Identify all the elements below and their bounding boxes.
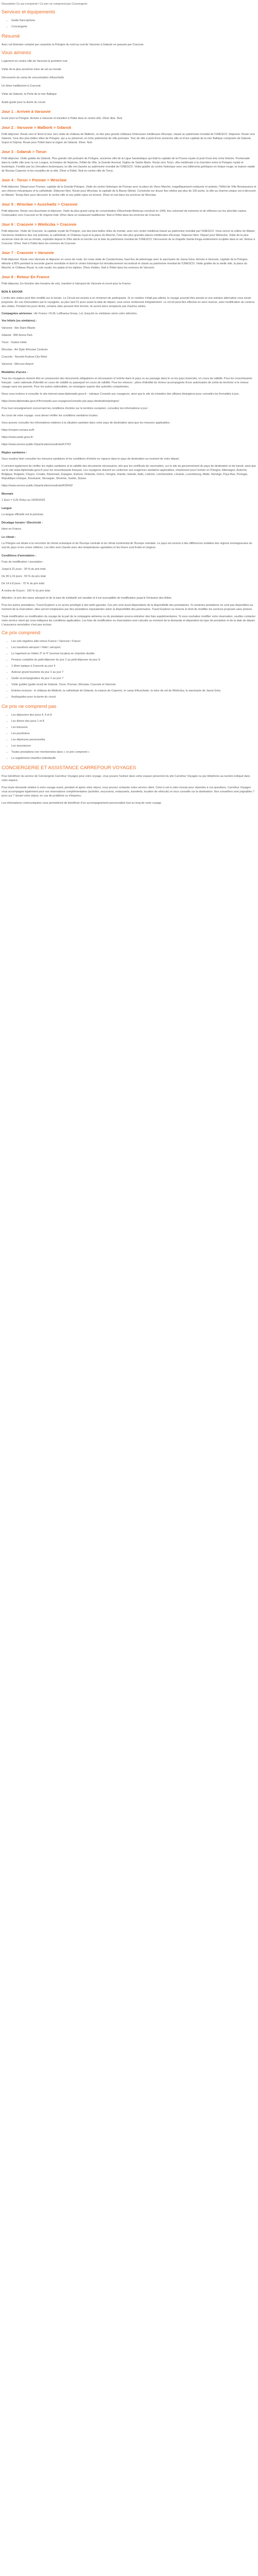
page-content xyxy=(0,0,258,805)
conditions-title: Conditions d'annulation : xyxy=(2,554,37,557)
day-7-text: Petit-déjeuner. Route vers Varsovie et déjeuner en cours de route. En route visite de Czestochowa, haut lieu de pèlerinage avec le sanctuaire de Jasna Góra. Arrivée à Varsovie, capitale de la Pologne, détruite à 85% pendant la seconde guerre mondiale et dont le centre historique fut minutieusement reconstruit et classé au patrimoine mondial de l'UNESCO. Visite guidée de la vieille ville, la place du Marché, le Château Royal, la voie royale, les palais et les églises. Dîner d'adieu. Nuit à l'hôtel dans les environs de Varsovie. xyxy=(2,258,249,269)
modalites-link[interactable]: https://reopen.europa.eu/fr xyxy=(2,429,35,432)
resume-title: Résumé xyxy=(2,33,20,39)
climat-title: Le climat : xyxy=(2,536,16,539)
airlines-label: Compagnies aériennes : xyxy=(2,312,34,315)
day-7-title: Jour 7 : Cracovie > Varsovie xyxy=(2,250,54,255)
regles-title: Règles sanitaires : xyxy=(2,451,27,454)
day-5-text: Petit-déjeuner. Route vers Auschwitz et déjeuner. Visite du plus grand camp de concentration d'Auschwitz-Birkenau construit en 1940, lieu universel de mémoire et de réflexion sur les atrocités nazies. Continuation vers Cracovie en fin d'après-midi. Dîner dans un restaurant traditionnel. Nuit à l'hôtel dans les environs de Cracovie. xyxy=(2,210,247,217)
comprend-title: Ce prix comprend xyxy=(2,630,40,636)
day-4-text: Petit-déjeuner. Départ pour Poznan, capitale de la Grande-Pologne. Visite du centre historique de Poznan avec la place du Vieux Marché, magnifiquement restaurée et animée, l'Hôtel de Ville Renaissance et ses chèvres mécaniques et la cathédrale. Déjeuner libre. Route pour Wroclaw, la capitale de la Basse-Silésie. Construite sur douze îles reliées par plus de 100 ponts, la ville au charme unique est à découvrir en flânant. Temps libre pour découvrir le centre-ville et ses petits nains en bronze. Dîner et nuit dans les environs de Wroclaw. xyxy=(2,185,256,197)
list-item: • Entrées incluses : le château de Malbork, la cathédrale de Gdansk, la maison de Copernic, le camp d'Auschwitz, la mine de sel de Wieliczka, le sanctuaire de Jasna Góra xyxy=(11,689,256,693)
day-8-title: Jour 8 : Retour En France xyxy=(2,275,50,279)
hotel-item: Gdansk : BW Arena Park xyxy=(2,334,33,337)
modalites-link[interactable]: https://www.diplomatie.gouv.fr/fr/conseils-aux-voyageurs/conseils-par-pays-destination/pologne/ xyxy=(2,400,119,403)
list-item: • Visite guidée (guide local) de Gdansk, Torun, Poznan, Wroclaw, Cracovie et Varsovie xyxy=(11,683,256,687)
day-6-text: Petit-déjeuner. Visite de Cracovie, la capitale royale de Pologne, une des plus belles villes du monde, avec son centre médiéval classé au patrimoine mondial par l'UNESCO. Vous verrez la colline du Wawel, l'ancienne résidence des rois polonais, la cathédrale, le Château royal et la place du Marché, l'une des plus grandes places médiévales d'Europe. Déjeuner libre. Départ pour Wieliczka. Visite de la plus ancienne mine de sel au monde, exploitée depuis le XIIIe siècle et inscrite sur la liste du patrimoine mondial de l'UNESCO. Découverte de la chapelle Sainte-Kinga entièrement sculptée dans le sel. Retour à Cracovie. Dîner. Nuit à l'hôtel dans les environs de Cracovie. xyxy=(2,230,255,245)
day-8-text: Petit-déjeuner. En fonction des horaires de vols, transfert à l'aéroport de Varsovie et envol pour la France. xyxy=(2,282,132,285)
day-5-title: Jour 5 : Wroclaw > Auschwitz > Cracovie xyxy=(2,202,78,207)
hotel-item: Wroclaw : Art Style Wroclaw Centrum xyxy=(2,348,48,351)
conciergerie-text: Pour toute demande relative à votre voyage avant, pendant et après votre séjour, vous pouvez contacter notre service client. Celui-ci est à votre écoute pour répondre à vos questions. Carrefour Voyages vous accompagne également pour vos réservations complémentaires (activités, excursions, restaurants, transferts, location de véhicule) et vous conseille sur la destination. Nos conseillers sont joignables 7 jours sur 7 durant votre séjour, en cas de problème ou d'imprévu. xyxy=(2,786,255,798)
aimerez-item: Audio guide pour la durée du circuit xyxy=(2,101,45,104)
day-1-title: Jour 1 : Arrivée à Varsovie xyxy=(2,109,51,114)
list-item: • Pension complète du petit-déjeuner du jour 2 au petit-déjeuner du jour 8 xyxy=(11,658,256,662)
list-item: • 1 dîner typique à Cracovie au jour 5 xyxy=(11,664,256,668)
ne-comprend-list xyxy=(2,713,256,760)
day-1-text: Envol pour la Pologne. Arrivée à Varsovie et transfert à l'hôtel dans le centre-ville. Dîner libre. Nuit. xyxy=(2,117,123,120)
regles-text: Vous voudrez bien consulter les mesures sanitaires et les conditions d'entrée en vigueur dans le pays de destination au moment de votre départ. xyxy=(2,457,180,461)
aimerez-item: Un dîner traditionnel à Cracovie xyxy=(2,84,41,88)
modalites-text: Vous pouvez consulter les informations relatives à la situation sanitaire dans votre pays de destination ainsi que les mesures applicables : xyxy=(2,421,171,425)
comprend-list xyxy=(2,639,256,699)
list-item: • Les assurances xyxy=(11,744,256,748)
langue-title: Langue xyxy=(2,507,12,510)
list-item: • Autocar grand tourisme du jour 2 au jour 7 xyxy=(11,670,256,674)
list-item: • Les dîners des jours 1 et 8 xyxy=(11,719,256,723)
aimerez-item: Visite de Gdansk, la Perle de la mer Baltique xyxy=(2,93,57,96)
list-item: • Les dépenses personnelles xyxy=(11,738,256,742)
list-item: • Les boissons xyxy=(11,725,256,730)
climat-text: La Pologne est située à la rencontre du climat océanique et de l'Europe centrale et du climat continental de l'Europe orientale. Le pays est soumis à des différences notables des régions montagneuses du sud du pays et les zones côtières. Les étés sont chauds avec des températures agréables et les hivers sont froids et neigeux. xyxy=(2,542,252,549)
conditions-item: Jusqu'à 31 jours : 30 % du prix total xyxy=(2,568,46,571)
modalites-text: Tous les voyageurs doivent être en possession des documents obligatoires et nécessaires à l'entrée dans le pays ou au passage dans le ou les pays traversés, en cours de validité. Pour les ressortissants français : carte nationale d'identité en cours de validité ou passeport en cours de validité. Pour les mineurs : pièce d'identité du mineur accompagnée d'une autorisation de sortie du territoire si le mineur voyage sans ses parents. Pour les autres nationalités, se renseigner auprès des autorités compétentes. xyxy=(2,377,252,388)
day-3-text: Petit-déjeuner. Visite guidée de Gdansk. Plus grande cité portuaire de Pologne, ancienne ville de la Ligue hanséatique qui était la capitale de la Prusse royale et jouit d'une très riche histoire. Promenade dans la vieille ville avec la rue Longue, la fontaine de Neptune, l'Hôtel de Ville, la Grande Arsenal, l'église de Sainte Marie. Route vers Torun, ville médiévale à la charnière entre la Pologne royale et teutonique. Fondée par les chevaliers teutoniques, la ville est classée au patrimoine mondial de l'UNESCO. Visite guidée du centre historique avec ses bâtiments gothiques en brique rouge, la maison natale de Nicolas Copernic et les murailles de la ville. Dîner à l'hôtel. Nuit en centre-ville de Torun. xyxy=(2,157,255,173)
list-item: • Audioguides pour la durée du circuit xyxy=(11,695,256,699)
list-item: • Les pourboires xyxy=(11,732,256,736)
hotel-item: Cracovie : Novotel Krakow City West xyxy=(2,355,47,359)
airlines-text: Air France / KLM, Lufthansa Group, Lot, EasyJet ou similaires selon votre sélection. xyxy=(34,312,138,315)
decalage-title: Décalage horaire / Électricité : xyxy=(2,521,43,524)
conditions-text: Pour les autres prestations, Travel Explorer a un accès privilégié à des tarifs garantis. Ces prix sont aussi dépendants de la disponibilité des prestataires. Si certaines prestations ne sont pas disponibles au moment de la réservation, elles seront remplacées par des prestations équivalentes selon la disponibilité des partenaires. Travel Explorer se réserve le droit de modifier les services proposés sans préavis. xyxy=(2,604,253,611)
list-item: • Le supplément chambre individuelle xyxy=(11,756,256,760)
decalage-text: Idem en France. xyxy=(2,528,22,531)
monnaie-title: Monnaie xyxy=(2,493,13,496)
regles-text: Il convient également de vérifier les règles sanitaires et la validité des documents nécessaires, tels que les certificats de vaccination, sur le site du gouvernement du pays de destination et de transit, ainsi que sur le site www.diplomatie.gouv.fr pour les ressortissants français. Les voyageurs doivent se conformer aux exigences sanitaires applicables, notamment pour l'entrée en Pologne, Allemagne, Autriche, Belgique, Bulgarie, Chypre, Croatie, Danemark, Espagne, Estonie, Finlande, Grèce, Hongrie, Irlande, Islande, Italie, Lettonie, Liechtenstein, Lituanie, Luxembourg, Malte, Norvège, Pays-Bas, Portugal, République tchèque, Roumanie, Slovaquie, Slovénie, Suède, Suisse. xyxy=(2,465,256,480)
conditions-item: De 14 à 8 jours : 75 % du prix total xyxy=(2,582,44,585)
conditions-text: Toute modification ou modification du voyage de la part de la compagnie aérienne ou du prestataire pourra entraîner des frais supplémentaires. Si vous souhaitez modifier votre réservation, veuillez contacter notre service client qui vous indiquera les conditions applicables. Les frais de modification ou d'annulation sont calculés au moment de la demande et dépendent du type de prestation et de la date de départ. L'assurance annulation n'est pas incluse. xyxy=(2,615,256,626)
langue-text: La langue officielle est le polonais. xyxy=(2,513,44,516)
modalites-link[interactable]: https://www.sante.gouv.fr/ xyxy=(2,436,34,439)
conditions-item: De 30 à 15 jours : 50 % du prix total xyxy=(2,575,46,578)
list-item: • Conciergerie xyxy=(11,25,256,29)
airlines-line xyxy=(2,312,256,316)
hotels-title: Vos hôtels (ou similaires) : xyxy=(2,319,37,323)
services-list xyxy=(2,19,256,29)
bon-a-savoir-title: BON À SAVOIR xyxy=(2,291,23,294)
conciergerie-text: Pour bénéficier du service de Conciergerie Carrefour Voyages pour votre voyage, vous pouvez l'activer dans votre espace personnel du site Carrefour Voyages ou par téléphone au numéro indiqué dans votre espace. xyxy=(2,775,250,782)
aimerez-item: Visite de la plus ancienne mine de sel au monde xyxy=(2,68,61,71)
services-title: Services et équipements xyxy=(2,9,56,15)
hotel-item: Varsovie : Mercure Airport xyxy=(2,363,34,366)
day-4-title: Jour 4 : Torun > Poznan > Wroclaw xyxy=(2,178,67,182)
aimerez-item: Logement en centre-ville de Varsovie la première nuit xyxy=(2,60,68,63)
day-2-title: Jour 2 : Varsovie > Malbork > Gdansk xyxy=(2,125,72,130)
list-item: • Les transferts aéroport / hôtel / aéroport xyxy=(11,646,256,650)
modalites-text: Nous vous invitons à consulter le site internet www.diplomatie.gouv.fr - rubrique Conseils aux voyageurs, ainsi que le site du ministère des affaires étrangères pour connaître les formalités à jour. xyxy=(2,393,240,396)
aimerez-title: Vous aimerez xyxy=(2,50,31,56)
modalites-text: Au cours de votre voyage, vous devez vérifier les conditions sanitaires locales. xyxy=(2,414,99,417)
list-item: • Toutes prestations non mentionnées dans « ce prix comprend » xyxy=(11,750,256,754)
monnaie-text: 1 Euro = 4,26 Zlotys au 16/05/2025 xyxy=(2,499,45,502)
list-item: • Le logement en hôtels 3* et 4* (normes locales) en chambre double xyxy=(11,652,256,656)
conditions-item: À moins de 8 jours : 100 % du prix total xyxy=(2,589,50,592)
list-item: • Guide francophone xyxy=(11,19,256,23)
aimerez-item: Découverte du camp de concentration d'Auschwitz xyxy=(2,76,64,79)
description-line: Description Ce qui comprend / Ce prix ne comprend pas Conciergerie xyxy=(2,3,88,6)
bon-a-savoir-text: L'ordre des visites peut être modifié sur le terrain. Le Circuit est soumis à un minimum de participants. Si ce nombre n'était pas atteint, le voyage pourrait être annulé et une solution alternative vous serait proposée. En cas d'annulation par le voyagiste, au plus tard 21 jours avant la date de départ, vous serez remboursé intégralement. Le circuit peut être effectué en sens inverse, sans modification du contenu des visites. Pendant les jours fériés, certains sites peuvent être fermés, ils seront alors remplacés par d'autres visites. xyxy=(2,297,255,308)
hotel-item: Varsovie : Ibis Stare Miasto xyxy=(2,327,36,330)
conditions-text: Attention, le prix des taxes aéroport et de la taxe de solidarité est variable et il est susceptible de modification jusqu'à l'émission des billets. xyxy=(2,597,172,600)
resume-text: Avec cet itinéraire complet par caractère la Pologne du nord au sud de Varsovie à Gdansk en passant par Cracovie. xyxy=(2,43,144,46)
conciergerie-title: CONCIERGERIE ET ASSISTANCE CARREFOUR VOYAGES xyxy=(2,765,136,771)
conciergerie-text: Les informations communiquées vous permettront de bénéficier d'un accompagnement personnalisé tout au long de votre voyage. xyxy=(2,802,162,805)
hotel-item: Torun : Solaris Hotel xyxy=(2,341,27,344)
list-item: • Les déjeuners des jours 4, 6 et 8 xyxy=(11,713,256,717)
regles-link[interactable]: https://www.service-public.fr/particuliers/vosdroits/R35432 xyxy=(2,484,73,487)
list-item: • Guide accompagnateur du jour 2 au jour 7 xyxy=(11,676,256,681)
modalites-title: Modalités d'accès : xyxy=(2,371,28,374)
day-3-title: Jour 3 : Gdansk > Torun xyxy=(2,149,46,154)
day-6-title: Jour 6 : Cracovie > Wieliczka > Cracovie xyxy=(2,222,77,227)
modalites-link[interactable]: https://www.service-public.fr/particuliers/vosdroits/F2703 xyxy=(2,443,71,446)
list-item: • Les vols réguliers aller-retour France / Varsovie / France xyxy=(11,639,256,643)
ne-comprend-title: Ce prix ne comprend pas xyxy=(2,704,57,709)
day-2-text: Petit-déjeuner. Route vers le Nord et tour vers visite du château de Malbork, un des plus grands châteaux forteresses médiévaux d'Europe, classé au patrimoine mondial de l'UNESCO. Déjeuner. Route vers Gdansk, l'une des plus belles villes de Pologne, qui a su préserver un riche patrimoine de ville portuaire. Tour de ville à pied d'une ancienne ville et d'une capitale de la mer Baltique composée de Gdansk, Sopot et Gdynia. Route pour l'hôtel dans la région de Gdansk. Dîner. Nuit. xyxy=(2,133,255,144)
modalites-text: Pour tout renseignement concernant les conditions d'entrée sur le territoire européen, consultez les informations à jour : xyxy=(2,407,149,410)
conditions-intro: Frais de modification / annulation : xyxy=(2,561,44,564)
